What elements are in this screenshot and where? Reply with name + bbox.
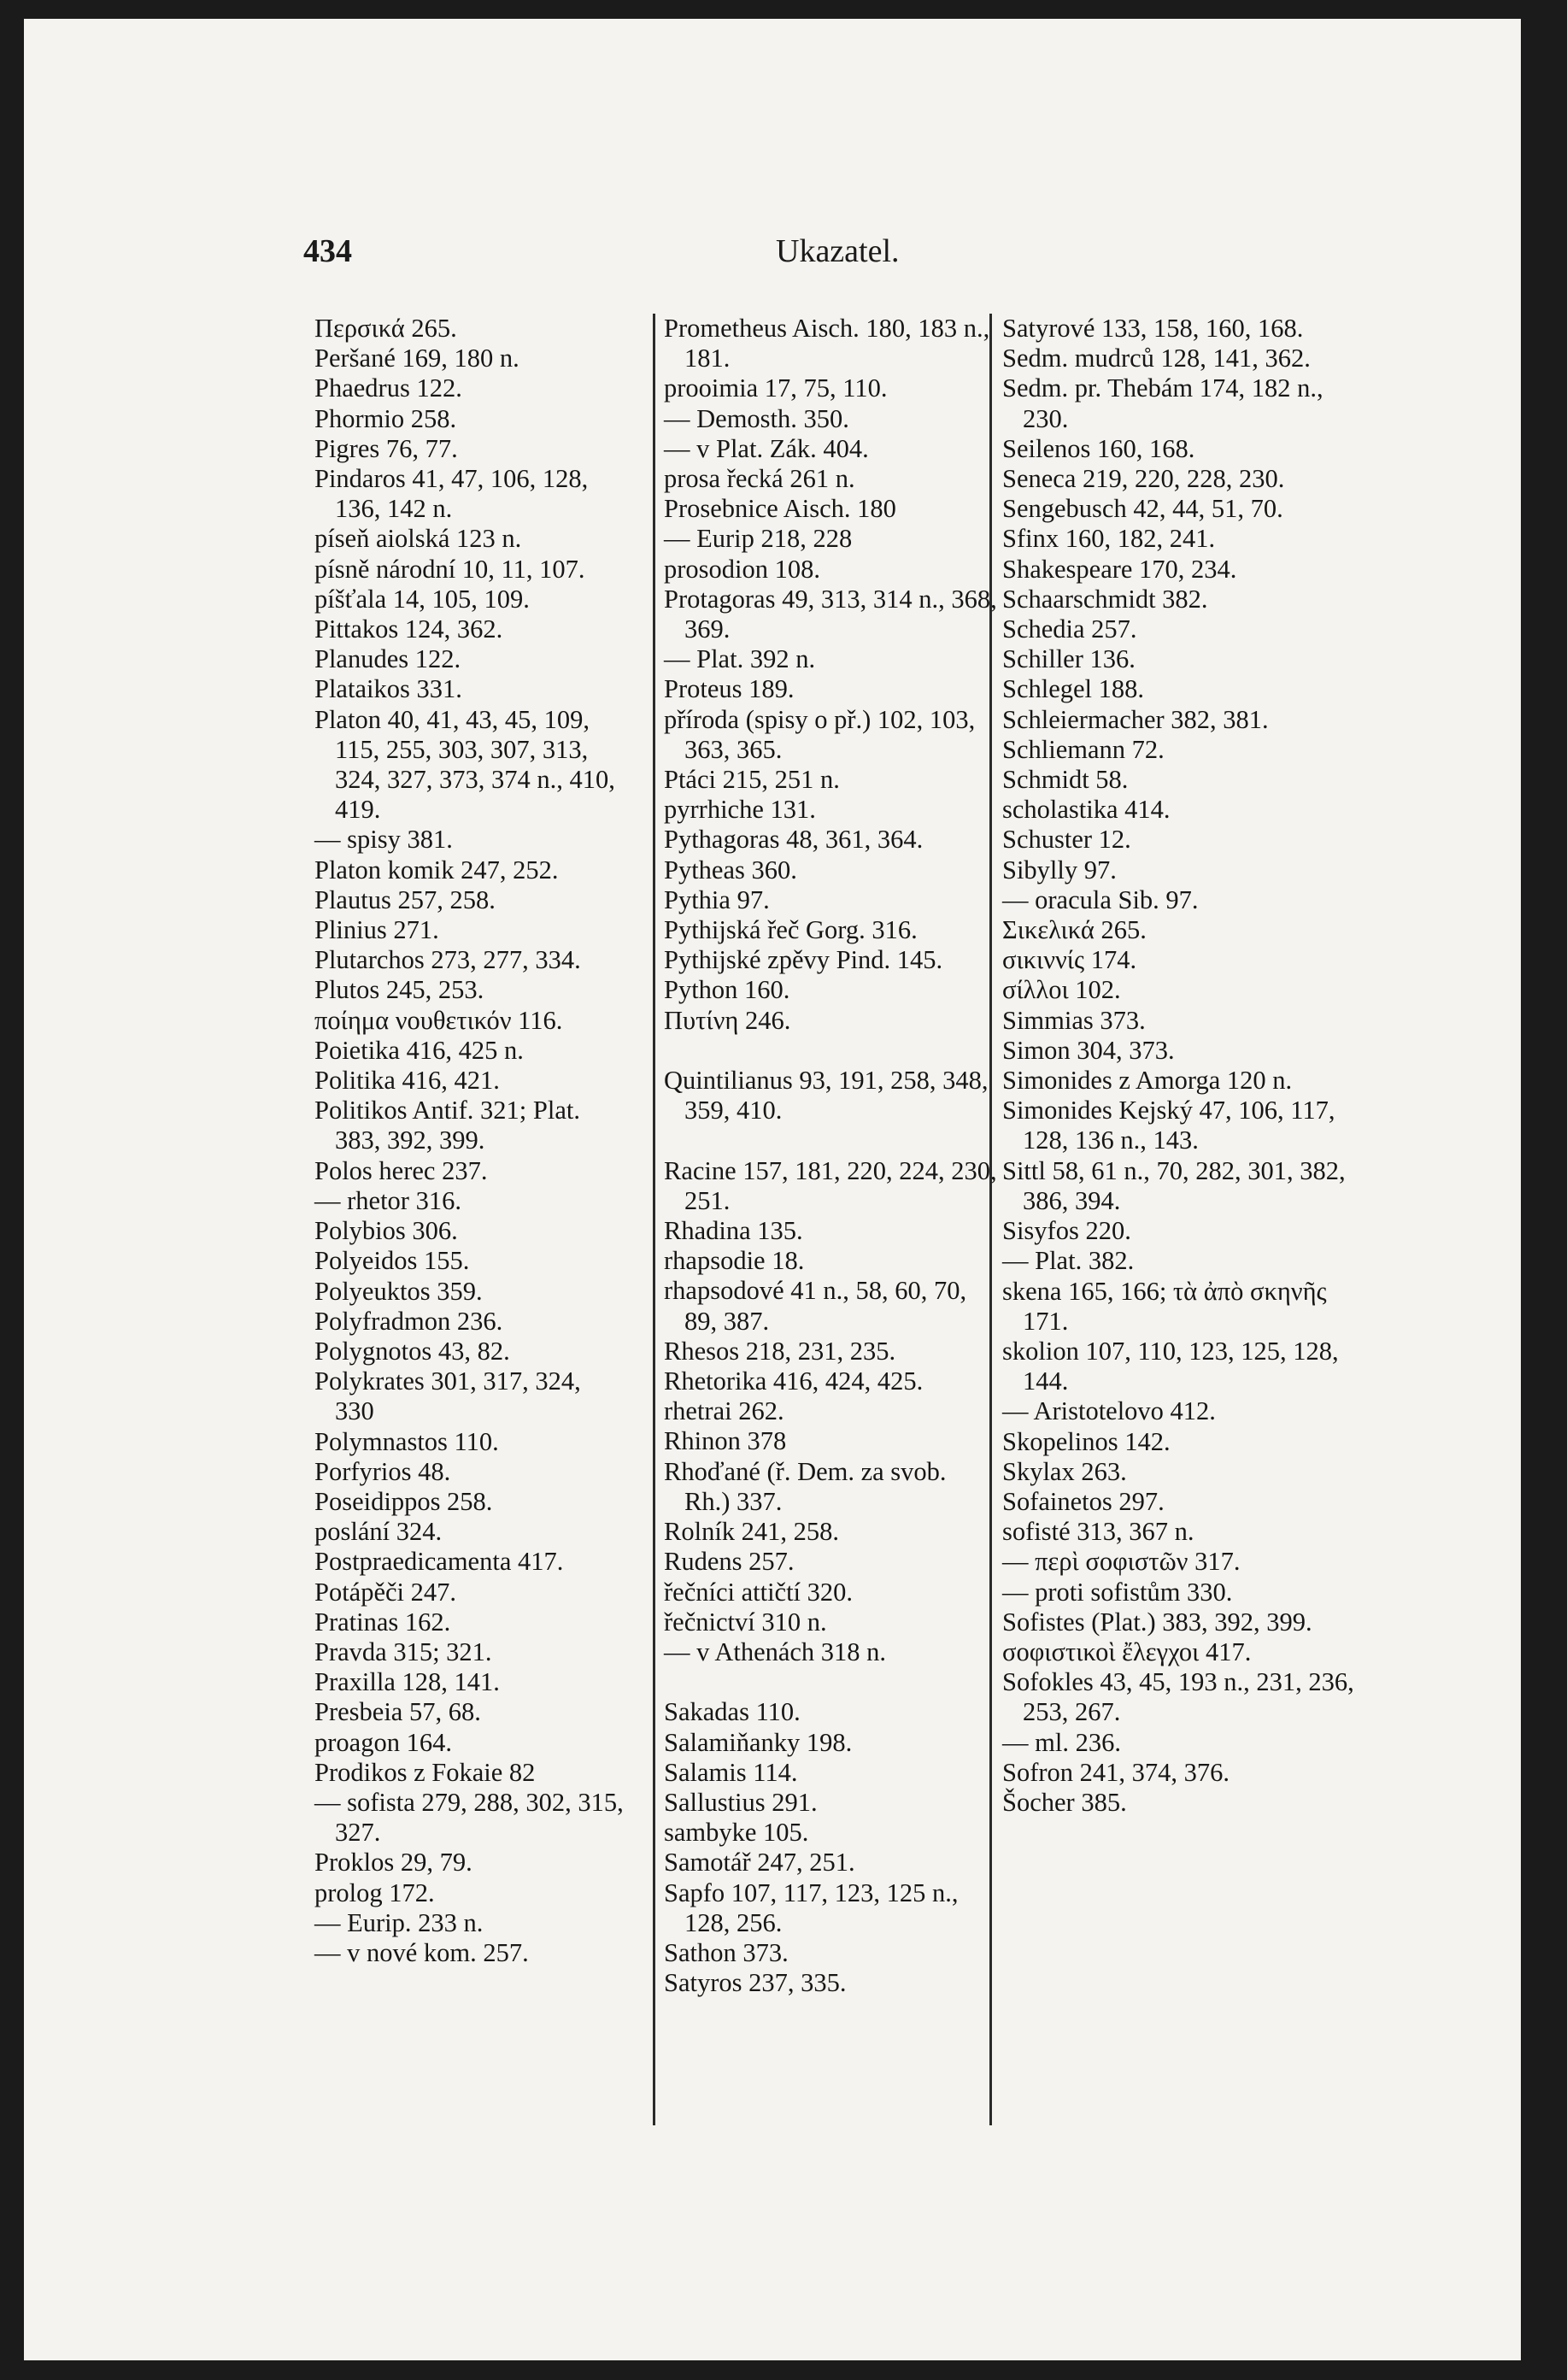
index-entry: Platon komik 247, 252. xyxy=(314,855,559,884)
index-entry: sambyke 105. xyxy=(664,1818,809,1848)
index-entry: Prodikos z Fokaie 82 xyxy=(314,1757,536,1787)
index-entry: — v Plat. Zák. 404. xyxy=(664,433,869,463)
index-entry: Prosebnice Aisch. 180 xyxy=(664,494,896,524)
index-entry: Pratinas 162. xyxy=(314,1607,451,1637)
index-entry: sofisté 313, 367 n. xyxy=(1002,1517,1194,1547)
section-gap xyxy=(664,1036,997,1066)
index-entry: Peršané 169, 180 n. xyxy=(314,344,519,373)
index-entry: scholastika 414. xyxy=(1002,795,1171,825)
page-header xyxy=(24,232,1521,284)
index-entry: Sofistes (Plat.) 383, 392, 399. xyxy=(1002,1607,1312,1637)
index-entry: Polyeidos 155. xyxy=(314,1246,470,1276)
index-entry: Pittakos 124, 362. xyxy=(314,614,503,644)
running-title: Ukazatel. xyxy=(776,233,900,269)
index-entry: Plataikos 331. xyxy=(314,674,462,704)
index-entry: Phaedrus 122. xyxy=(314,373,462,403)
index-entry: Polymnastos 110. xyxy=(314,1426,499,1456)
index-entry: písně národní 10, 11, 107. xyxy=(314,554,585,584)
index-entry: Plautus 257, 258. xyxy=(314,884,496,914)
section-gap xyxy=(664,1667,997,1697)
index-entry: — Plat. 392 n. xyxy=(664,644,816,674)
index-entry: Seilenos 160, 168. xyxy=(1002,433,1195,463)
index-entry: Sakadas 110. xyxy=(664,1697,801,1727)
index-entry: Poseidippos 258. xyxy=(314,1486,493,1516)
index-entry: píseň aiolská 123 n. xyxy=(314,524,522,554)
index-entry: Pythijské zpěvy Pind. 145. xyxy=(664,945,943,975)
index-entry: Planudes 122. xyxy=(314,644,461,674)
index-entry: Platon 40, 41, 43, 45, 109, 115, 255, 303, 307, 313, 324, 327, 373, 374 n., 410, 419. xyxy=(314,704,622,825)
index-entry: — Plat. 382. xyxy=(1002,1246,1135,1276)
index-entry: píšťala 14, 105, 109. xyxy=(314,584,530,614)
index-entry: Prometheus Aisch. 180, 183 n., 181. xyxy=(664,314,996,373)
index-entry: skena 165, 166; τὰ ἀπὸ σκηνῆς 171. xyxy=(1002,1276,1334,1336)
index-entry: Skopelinos 142. xyxy=(1002,1426,1171,1456)
section-gap xyxy=(664,1125,997,1155)
index-entry: Politika 416, 421. xyxy=(314,1066,500,1096)
index-entry: Salamis 114. xyxy=(664,1757,798,1787)
index-entry: Polybios 306. xyxy=(314,1216,458,1246)
index-column-1 xyxy=(314,314,631,2125)
index-entry: řečníci attičtí 320. xyxy=(664,1577,854,1607)
index-entry: Salamiňanky 198. xyxy=(664,1727,853,1757)
index-entry: Polygnotos 43, 82. xyxy=(314,1336,510,1366)
index-entry: prosodion 108. xyxy=(664,554,820,584)
index-entry: — Eurip. 233 n. xyxy=(314,1907,484,1937)
index-entry: — sofista 279, 288, 302, 315, 327. xyxy=(314,1787,631,1848)
index-entry: σίλλοι 102. xyxy=(1002,975,1121,1005)
index-entry: — v Athenách 318 n. xyxy=(664,1637,887,1666)
index-entry: Rhesos 218, 231, 235. xyxy=(664,1336,896,1366)
index-entry: Plutos 245, 253. xyxy=(314,975,484,1005)
index-entry: — spisy 381. xyxy=(314,825,453,855)
index-entry: Shakespeare 170, 234. xyxy=(1002,554,1237,584)
index-column-2 xyxy=(653,314,1004,2125)
index-entry: Sisyfos 220. xyxy=(1002,1216,1131,1246)
index-entry: Satyros 237, 335. xyxy=(664,1968,847,1998)
index-entry: Racine 157, 181, 220, 224, 230, 251. xyxy=(664,1155,1004,1215)
index-entry: Simonides Kejský 47, 106, 117, 128, 136 n., 143. xyxy=(1002,1096,1342,1155)
index-entry: Phormio 258. xyxy=(314,403,457,433)
index-entry: Quintilianus 93, 191, 258, 348, 359, 410. xyxy=(664,1066,995,1125)
index-entry: — v nové kom. 257. xyxy=(314,1937,529,1967)
index-entry: Sofron 241, 374, 376. xyxy=(1002,1757,1230,1787)
index-entry: Schlegel 188. xyxy=(1002,674,1145,704)
index-entry: — ml. 236. xyxy=(1002,1727,1121,1757)
index-entry: Sofainetos 297. xyxy=(1002,1486,1165,1516)
index-entry: Polos herec 237. xyxy=(314,1155,488,1185)
index-entry: Sibylly 97. xyxy=(1002,855,1117,884)
index-entry: Sedm. pr. Thebám 174, 182 n., 230. xyxy=(1002,373,1330,433)
index-entry: Schiller 136. xyxy=(1002,644,1136,674)
index-entry: Polykrates 301, 317, 324, 330 xyxy=(314,1366,588,1426)
index-entry: Pythia 97. xyxy=(664,884,770,914)
index-entry: Περσικά 265. xyxy=(314,314,457,343)
index-entry: σικιννίς 174. xyxy=(1002,945,1137,975)
index-entry: Rhoďané (ř. Dem. za svob. Rh.) 337. xyxy=(664,1456,954,1516)
index-entry: Ptáci 215, 251 n. xyxy=(664,765,840,795)
index-entry: Sfinx 160, 182, 241. xyxy=(1002,524,1216,554)
index-entry: Σικελικά 265. xyxy=(1002,915,1147,945)
index-entry: rhapsodie 18. xyxy=(664,1246,805,1276)
index-entry: Porfyrios 48. xyxy=(314,1456,451,1486)
index-entry: Proteus 189. xyxy=(664,674,795,704)
index-entry: Sapfo 107, 117, 123, 125 n., 128, 256. xyxy=(664,1878,965,1937)
index-entry: Schleiermacher 382, 381. xyxy=(1002,704,1269,734)
index-entry: Šocher 385. xyxy=(1002,1787,1127,1817)
index-entry: Simonides z Amorga 120 n. xyxy=(1002,1066,1293,1096)
index-entry: Pravda 315; 321. xyxy=(314,1637,492,1666)
index-entry: — oracula Sib. 97. xyxy=(1002,884,1199,914)
index-entry: — rhetor 316. xyxy=(314,1185,461,1215)
index-entry: Schliemann 72. xyxy=(1002,734,1165,764)
index-entry: Sittl 58, 61 n., 70, 282, 301, 382, 386, 394. xyxy=(1002,1155,1353,1215)
index-entry: Pythagoras 48, 361, 364. xyxy=(664,825,924,855)
index-entry: Polyfradmon 236. xyxy=(314,1306,503,1336)
index-entry: — περὶ σοφιστῶν 317. xyxy=(1002,1547,1241,1577)
index-entry: řečnictví 310 n. xyxy=(664,1607,827,1637)
index-entry: Simmias 373. xyxy=(1002,1005,1146,1035)
index-entry: Sedm. mudrců 128, 141, 362. xyxy=(1002,344,1311,373)
index-entry: Potápěči 247. xyxy=(314,1577,457,1607)
index-entry: Satyrové 133, 158, 160, 168. xyxy=(1002,314,1304,343)
index-entry: prooimia 17, 75, 110. xyxy=(664,373,888,403)
index-column-3 xyxy=(989,314,1361,2125)
index-entry: Politikos Antif. 321; Plat. 383, 392, 399. xyxy=(314,1096,587,1155)
index-entry: Rolník 241, 258. xyxy=(664,1517,840,1547)
index-entry: Sallustius 291. xyxy=(664,1787,818,1817)
index-entry: Pigres 76, 77. xyxy=(314,433,458,463)
index-entry: Presbeia 57, 68. xyxy=(314,1697,481,1727)
index-entry: poslání 324. xyxy=(314,1517,443,1547)
index-entry: Proklos 29, 79. xyxy=(314,1848,472,1878)
index-entry: Protagoras 49, 313, 314 n., 368, 369. xyxy=(664,584,1004,644)
index-entry: příroda (spisy o př.) 102, 103, 363, 365. xyxy=(664,704,982,764)
index-entry: Simon 304, 373. xyxy=(1002,1035,1175,1065)
index-entry: Schmidt 58. xyxy=(1002,765,1129,795)
index-entry: skolion 107, 110, 123, 125, 128, 144. xyxy=(1002,1336,1346,1396)
index-entry: — Demosth. 350. xyxy=(664,403,849,433)
index-entry: prolog 172. xyxy=(314,1878,435,1907)
index-entry: Seneca 219, 220, 228, 230. xyxy=(1002,464,1285,494)
index-entry: Sofokles 43, 45, 193 n., 231, 236, 253, 267. xyxy=(1002,1667,1361,1727)
index-entry: σοφιστικοὶ ἔλεγχοι 417. xyxy=(1002,1637,1252,1666)
index-entry: Rhadina 135. xyxy=(664,1216,803,1246)
index-entry: Schuster 12. xyxy=(1002,825,1131,855)
index-entry: Postpraedicamenta 417. xyxy=(314,1547,564,1577)
index-entry: proagon 164. xyxy=(314,1727,452,1757)
index-entry: Rhinon 378 xyxy=(664,1426,787,1456)
index-entry: Samotář 247, 251. xyxy=(664,1848,855,1878)
index-entry: ποίημα νουθετικόν 116. xyxy=(314,1005,563,1035)
index-entry: Rhetorika 416, 424, 425. xyxy=(664,1366,924,1396)
index-entry: Pindaros 41, 47, 106, 128, 136, 142 n. xyxy=(314,464,595,524)
index-entry: Rudens 257. xyxy=(664,1547,795,1577)
index-entry: rhapsodové 41 n., 58, 60, 70, 89, 387. xyxy=(664,1276,973,1336)
index-entry: Python 160. xyxy=(664,975,790,1005)
index-entry: Schaarschmidt 382. xyxy=(1002,584,1208,614)
index-entry: Pythijská řeč Gorg. 316. xyxy=(664,915,918,945)
index-entry: Plutarchos 273, 277, 334. xyxy=(314,945,581,975)
index-entry: pyrrhiche 131. xyxy=(664,795,816,825)
page-number: 434 xyxy=(303,233,352,269)
index-entry: Sengebusch 42, 44, 51, 70. xyxy=(1002,494,1283,524)
index-entry: Schedia 257. xyxy=(1002,614,1137,644)
index-entry: Plinius 271. xyxy=(314,915,439,945)
index-entry: Poietika 416, 425 n. xyxy=(314,1035,524,1065)
index-entry: Sathon 373. xyxy=(664,1937,789,1967)
index-entry: Polyeuktos 359. xyxy=(314,1276,483,1306)
book-page xyxy=(24,19,1521,2360)
index-entry: — Eurip 218, 228 xyxy=(664,524,853,554)
index-entry: Skylax 263. xyxy=(1002,1456,1127,1486)
index-entry: Pytheas 360. xyxy=(664,855,797,884)
index-entry: rhetrai 262. xyxy=(664,1396,784,1426)
index-entry: Πυτίνη 246. xyxy=(664,1005,791,1035)
index-entry: Praxilla 128, 141. xyxy=(314,1667,500,1697)
index-entry: — proti sofistům 330. xyxy=(1002,1577,1233,1607)
index-entry: — Aristotelovo 412. xyxy=(1002,1396,1216,1426)
index-entry: prosa řecká 261 n. xyxy=(664,464,855,494)
